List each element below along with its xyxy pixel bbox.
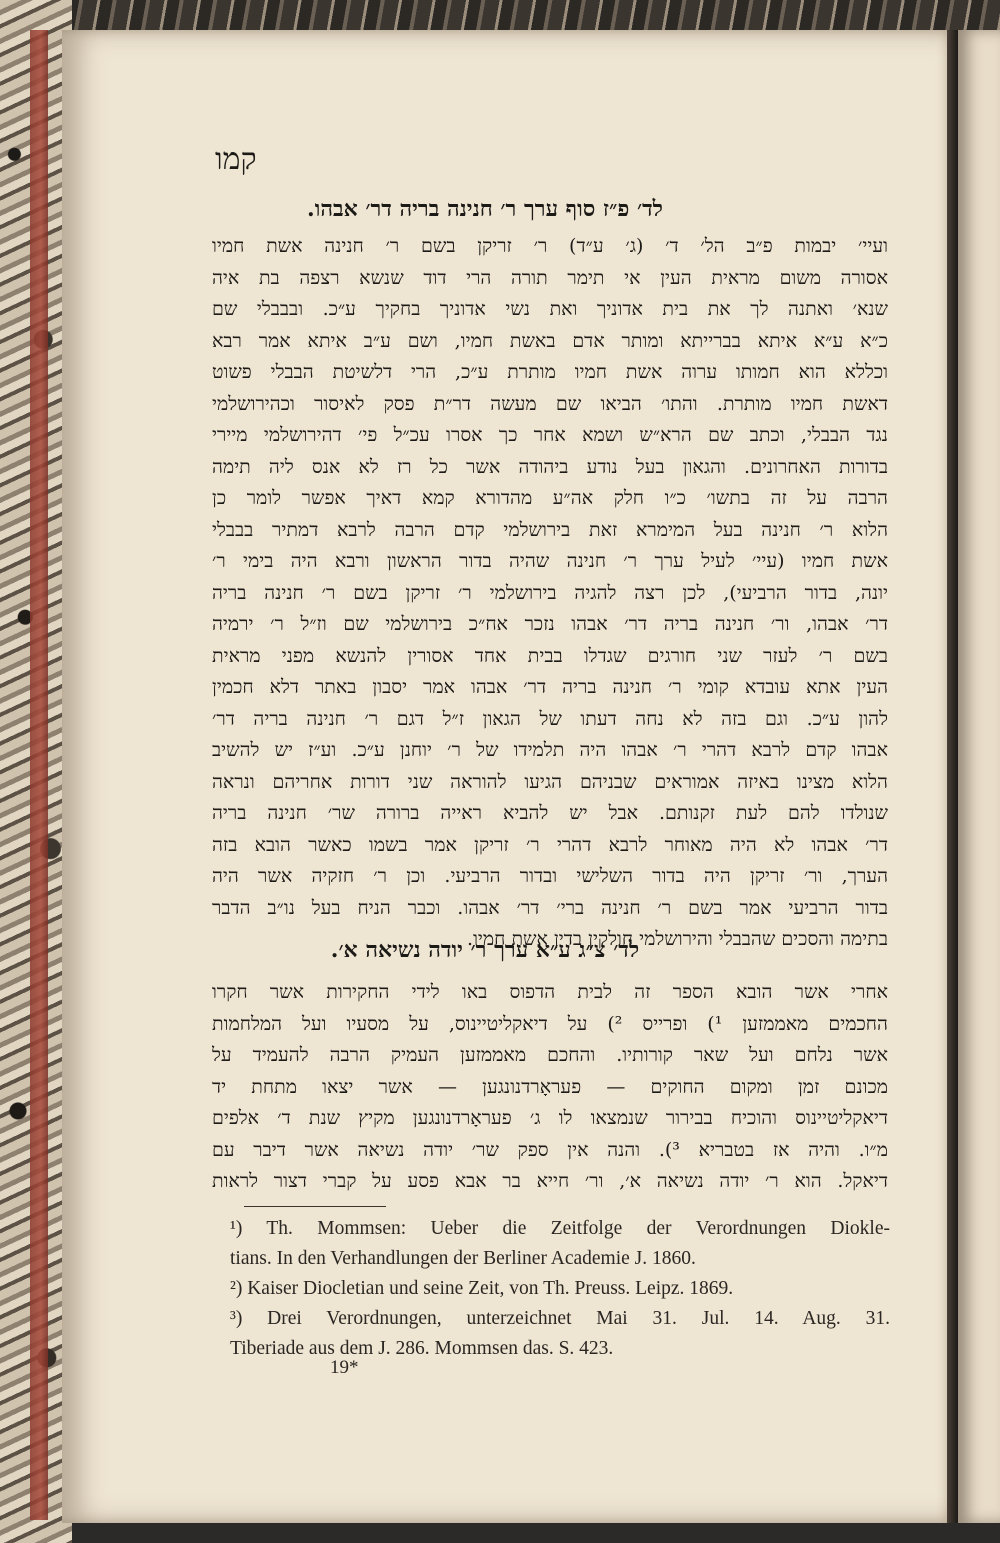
text-line: אחרי אשר הובא הספר זה לבית הדפוס באו לידי החקירות אשר חקרו xyxy=(212,981,888,1003)
text-line: אשר נלחם ועל שאר קורותיו. והחכם מאממזען העמיק הרבה להעמיד על xyxy=(212,1044,888,1066)
text-line: שנולדו להם לעת זקנותם. אבל יש להביא ראייה ברורה שר׳ חנינה בריה xyxy=(212,802,888,824)
text-line: בדורות האחרונים. והגאון בעל נודע ביהודה אשר כל רז לא אנס ליה תימה xyxy=(212,455,888,478)
text-line: דיאקל. הוא ר׳ יודה נשיאה א׳, ור׳ חייא בר אבא פסע על קברי דצור לראות xyxy=(212,1170,888,1192)
page-number: קמו xyxy=(215,142,257,177)
signature-mark: 19* xyxy=(330,1357,359,1378)
page-gutter xyxy=(947,30,958,1523)
text-line: אבהו קדם לרבא דהרי ר׳ אבהו היה תלמידו של ר׳ יוחנן ע״כ. וע״ז יש להשיב xyxy=(212,739,888,761)
text-line: מ״ו. והיה אז בטבריא ³). והנה אין ספק שר׳ יודה נשיאה אשר דיבר עם xyxy=(212,1138,888,1161)
text-line: הרבה על זה בתשו׳ כ״ו חלק אה״ע מהדורא קמא דאיך אפשר לומר כן xyxy=(212,487,888,509)
text-line: הלוא ר׳ חנינה בעל המימרא זאת בירושלמי קדם הרבה לרבא דמתיר בבבלי xyxy=(212,518,888,541)
text-line: דר׳ אבהו לא היה מאוחר לרבא דהרי ר׳ זריקן אמר בשמו כאשר הובא בזה xyxy=(212,833,888,856)
footnote-rule xyxy=(244,1206,386,1207)
section-body-2 xyxy=(212,977,888,1198)
footnotes xyxy=(230,1214,890,1364)
section-heading-2: לד׳ צ״ג ע״א ערך ר׳ יודה נשיאה א׳. xyxy=(330,937,640,963)
cover-binding-edge xyxy=(30,30,48,1520)
text-line: אסורה משום מראית העין אי תימר תורה הרי דוד שנשא רצפה בת איה xyxy=(212,266,888,289)
footnote-line: tians. In den Verhandlungen der Berliner Academie J. 1860. xyxy=(230,1248,696,1269)
text-line: בדור הרביעי אמר בשם ר׳ חנינה ברי׳ דר׳ אבהו. וכבר הניח בעל נו״ב הדבר xyxy=(212,896,888,919)
footnote-line: ¹) Th. Mommsen: Ueber die Zeitfolge der Verordnungen Diokle- xyxy=(230,1218,890,1239)
section-heading-1: לד׳ פ״ז סוף ערך ר׳ חנינה בריה דר׳ אבהו. xyxy=(307,196,663,222)
text-line: בתימה והסכים שהבבלי והירושלמי חולקין בדין אשת חמיו. xyxy=(467,928,888,950)
text-line: דאשת חמיו מותרת. והתו׳ הביאו שם מעשה דר״ת פסק לאיסור וכהירושלמי xyxy=(212,392,888,415)
next-page-edge xyxy=(958,30,1000,1523)
footnote-line: ³) Drei Verordnungen, unterzeichnet Mai 31. Jul. 14. Aug. 31. xyxy=(230,1308,890,1329)
text-line: ועיי׳ יבמות פ״ב הל׳ ד׳ (ג׳ ע״ד) ר׳ זריקן בשם ר׳ חנינה אשת חמיו xyxy=(212,235,888,257)
text-line: דיאקליטיינוס והוכיח בבירור שנמצאו לו ג׳ פעראָרדנונגען מקיץ שנת ד׳ אלפים xyxy=(212,1107,888,1129)
text-line: כ״א ע״א איתא בברייתא ומותר אדם באשת חמיו, ושם ע״ב איתא אמר רבא xyxy=(212,329,888,352)
text-line: יונה, בדור הרביעי), לכן רצה להגיה בירושלמי ר׳ זריקן בשם ר׳ חנינה בריה xyxy=(212,581,888,604)
text-line: בשם ר׳ לעזר שני חורגים שגדלו בבית אחד אסורין להנשא מפני מראית xyxy=(212,644,888,667)
text-line: נגד הבבלי, וכתב שם הרא״ש ושמא אחר כך אסרו עכ״ל פי׳ דהירושלמי מיירי xyxy=(212,424,888,446)
text-line: החכמים מאממזען ¹) ופרייס ²) על דיאקליטיינוס, על מסעיו ועל המלחמות xyxy=(212,1012,888,1035)
footnote-line: Tiberiade aus dem J. 286. Mommsen das. S. 423. xyxy=(230,1338,614,1359)
text-line: אשת חמיו (עיי׳ לעיל ערך ר׳ חנינה שהיה בדור הראשון ורבא היה בימי ר׳ xyxy=(212,550,888,572)
text-line: הערך, ור׳ זריקן היה בדור השלישי ובדור הרביעי. וכן ר׳ חזקיה אשר היה xyxy=(212,865,888,887)
text-line: שנא׳ ואתנה לך את בית אדוניך ואת נשי אדוניך בחקיך ע״כ. ובבבלי שם xyxy=(212,298,888,320)
text-line: מכונם זמן ומקום החוקים — פעראָרדנונגען — אשר יצאו מתחת יד xyxy=(212,1075,888,1098)
footnote-line: ²) Kaiser Diocletian und seine Zeit, von Th. Preuss. Leipz. 1869. xyxy=(230,1278,734,1299)
text-line: דר׳ אבהו, ור׳ חנינה בריה דר׳ אבהו נזכר אח״כ בירושלמי שם וז״ל ר׳ ירמיה xyxy=(212,613,888,635)
text-line: הלוא מצינו באיזה אמוראים שבניהם הגיעו להוראה שני דורות אחריהם ונראה xyxy=(212,770,888,793)
text-line: להון ע״כ. וגם בזה לא נחה דעתו של הגאון ז״ל דגם ר׳ חנינה בריה דר׳ xyxy=(212,707,888,730)
text-line: העין אתא עובדא קומי ר׳ חנינה בריה דר׳ אבהו אמר יסבון באתר דלא חכמין xyxy=(212,676,888,698)
section-body-1 xyxy=(212,231,888,956)
text-line: וכללא הוא חמותו ערוה אשת חמיו מותרת ע״כ, הרי דלשיטת הבבלי פשוט xyxy=(212,361,888,383)
